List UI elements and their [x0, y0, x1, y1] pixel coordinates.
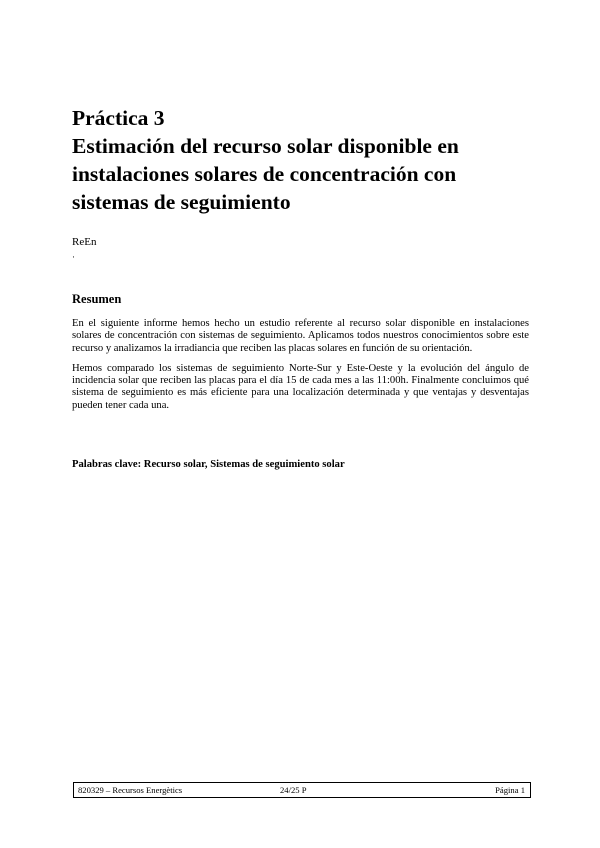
- abstract-heading: Resumen: [72, 292, 122, 306]
- title-line: Estimación del recurso solar disponible en: [72, 134, 459, 158]
- abstract-body: [72, 318, 529, 420]
- document-title: [72, 104, 530, 216]
- page-footer: [73, 782, 531, 798]
- keywords: Palabras clave: Recurso solar, Sistemas de seguimiento solar: [72, 459, 345, 470]
- author-affiliation-dot: ·: [72, 252, 75, 262]
- abstract-paragraph: Hemos comparado los sistemas de seguimiento Norte-Sur y Este-Oeste y la evolución del ángulo de incidencia solar que reciben las placas para el día 15 de cada mes a las 11:00h. Finalmente concluimos qué sistema de seguimiento es más eficiente para una localización determinada y que ventajas y desventajas pueden tener cada una.: [72, 362, 529, 411]
- title-line: sistemas de seguimiento: [72, 190, 291, 214]
- author-name: ReEn: [72, 236, 97, 248]
- footer-course: 820329 – Recursos Energètics: [78, 785, 183, 795]
- abstract-paragraph: En el siguiente informe hemos hecho un estudio referente al recurso solar disponible en instalaciones solares de concentración con sistemas de seguimiento. Aplicamos todos nuestros conocimientos sobre este recurso y analizamos la irradiancia que reciben las placas solares en función de su orientación.: [72, 318, 529, 354]
- footer-page-number: Página 1: [495, 785, 525, 795]
- title-line: instalaciones solares de concentración con: [72, 162, 457, 186]
- title-line: Práctica 3: [72, 106, 165, 130]
- footer-term: 24/25 P: [280, 785, 307, 795]
